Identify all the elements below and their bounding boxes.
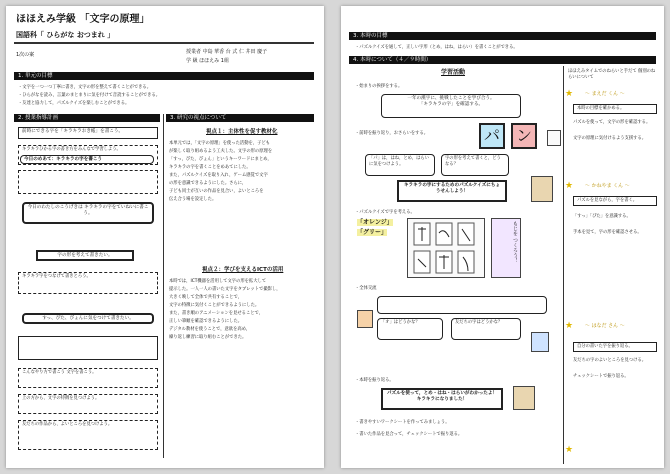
star-icon: ★	[565, 89, 574, 99]
teacher-illustration	[531, 176, 553, 202]
side-note: パズルを使って，文字の形を確認する。	[573, 120, 651, 125]
goal-item: ・文字を一つ一つ丁寧に書き，文字の形を整えて書くことができる。	[18, 85, 152, 90]
date-text: 1次の案	[16, 52, 35, 58]
viewpoint-text: 「すっ，ぴた，ぴょん」というキーワードにまとめ，	[169, 157, 272, 162]
right-page	[341, 6, 664, 468]
flow-note: 友だちの作品から、よいところを見つけよう。	[18, 420, 158, 450]
viewpoint-text: デジタル教材を使うことで，意欲を高め，	[169, 327, 251, 332]
kana-card: パ	[479, 123, 505, 149]
left-page	[6, 6, 324, 468]
student-icon	[357, 310, 373, 328]
side-note: 文字の原理に気付けるよう支援する。	[573, 136, 647, 141]
flow-box	[18, 336, 158, 360]
viewpoint-text: 正しい筆順を確認できるようにした。	[169, 319, 243, 324]
flow-box: 前時にできる字を「キラキラおき帳」を書こう。	[18, 127, 158, 139]
flow-note: キラキラ字をつなげて書きとろう。	[18, 272, 158, 294]
side-note: 友だちの字のよいところを見つける。	[573, 358, 647, 363]
goal-item: ・ひらがなを読み，言葉のまとまりに気を付けて音読することができる。	[18, 93, 161, 98]
puzzle-banner: キラキラの字にするためのパズルクイズにちょうせんしよう！	[397, 180, 507, 202]
kana-card: ン	[511, 123, 537, 149]
side-note: チェックシートで振り返る。	[573, 374, 629, 379]
step-text: ・書いた作品を見合って，チェックシートで振り返る。	[355, 432, 463, 437]
student-illustration	[547, 130, 561, 146]
step-text: ・全体交流	[355, 286, 377, 291]
goal-text: ・パズルクイズを通して，正しい字形（とめ，はね，はらい）を書くことができる。	[355, 45, 518, 50]
step-text: ・前時を振り返り，おさらいをする。	[355, 131, 429, 136]
puzzle-pieces-graphic	[408, 219, 484, 277]
side-note: 本時の目標を確かめる。	[573, 104, 657, 114]
speech-bubble: 「オ」はどうかな？	[377, 318, 443, 340]
flow-box: キラキラひかる字の書き方をみんなで学習しよう。	[18, 145, 158, 165]
intro-box: 一年の漢字に、挑戦したことを学び合う。 「キラキラの字」を確認する。	[381, 94, 521, 118]
viewpoint-text: が楽しく取り組めるよう工夫した。文字の形の原理を	[169, 149, 273, 154]
speech-bubble: 友だちの字はどうかな？	[451, 318, 521, 340]
teacher-row: 授業者 中島 華香 台 式 仁 井田 慶子	[186, 49, 268, 55]
puzzle-board	[407, 218, 485, 278]
discussion-note	[377, 296, 547, 314]
viewpoint-text: 伝え合う場を設定した。	[169, 197, 217, 202]
star-icon: ★	[565, 181, 574, 191]
side-note: パズルを見ながら，字を書く。	[573, 196, 657, 206]
side-section-title: 〜 はなだ さん 〜	[585, 323, 625, 329]
section-lesson-bar: 4. 本時について（４／９時間）	[349, 56, 656, 64]
flow-highlight: 今日のめあて：キラキラの字を書こう	[20, 155, 154, 164]
side-note: 手本を見て，字の形を確認させる。	[573, 230, 642, 235]
viewpoint-2-title: 視点２：学びを支えるICTの活用	[202, 267, 284, 273]
section-plan-bar: 2. 授業指導計画	[14, 114, 160, 122]
viewpoint-text: 本単元では，「文字の原理」を使った活動を，子ども	[169, 141, 270, 146]
flow-box: 字の形を考えて書きたい。	[36, 250, 134, 261]
teacher-illustration	[513, 386, 535, 410]
section-goal-bar: 3. 本時の目標	[349, 32, 656, 40]
activity-header: 学習活動	[441, 69, 466, 76]
quiz-card: もじを つくろう！	[491, 218, 521, 278]
side-note: 「すっ」「ぴた」を意識する。	[573, 214, 631, 219]
subject-line: 国語科「 ひらがな おつまれ 」	[16, 31, 115, 39]
side-section-title: 〜 かねやま くん 〜	[585, 183, 630, 189]
page-title: ほほえみ学級 「文字の原理」	[16, 14, 150, 25]
star-icon: ★	[565, 445, 574, 455]
viewpoint-text: 大きく映して全体で共有することで，	[169, 295, 242, 300]
section-goals-bar: 1. 単元の目標	[14, 72, 314, 80]
goal-item: ・友達と協力して，パズルクイズを楽しむことができる。	[18, 101, 130, 106]
viewpoint-text: 提示した。一人一人の書いた文字をタブレットで撮影し，	[169, 287, 281, 292]
flow-note	[18, 170, 158, 194]
viewpoint-text: 子ども同士が互いの作品を見合い，よいところを	[169, 189, 264, 194]
puzzle-word: 「オレンジ」	[357, 219, 393, 226]
viewpoint-text: の形を意識できるようにした。さらに，	[169, 181, 247, 186]
step-text: ・始まりの挨拶をする。	[355, 84, 403, 89]
viewpoint-text: 本時では，ICT機器を活用して文字の形を拡大して	[169, 279, 267, 284]
side-header: ほほえみタイムでのねらいと手だて 個別のねらいについて	[568, 69, 656, 80]
class-row: 学 級 ほほえみ 1組	[186, 58, 229, 64]
viewpoint-text: キラキラの字を書くことをめあてにした。	[169, 165, 251, 170]
viewpoint-text: また，書き順のアニメーションを見せることで，	[169, 311, 264, 316]
student-icon	[531, 332, 549, 352]
viewpoint-text: 文字の特徴に気付くことができるようにした。	[169, 303, 260, 308]
flow-key-box: 今日のわたしのこうげきは キラキラの字をていねいに書こう。	[22, 202, 154, 224]
side-section-title: 〜 まえだ くん 〜	[585, 91, 625, 97]
step-text: ・書きやすいワークシートを作ってみましょう。	[355, 420, 450, 425]
flow-note: こんなやり方で書こう 文字を書こう。	[18, 368, 158, 388]
viewpoint-1-title: 視点１：主体性を促す教材化	[206, 129, 278, 135]
speech-bubble: 「パ」は，はね，とめ，はらいに気をつけよう。	[365, 154, 435, 176]
viewpoint-text: また，パズルクイズを取り入れ，ゲーム感覚で文字	[169, 173, 268, 178]
viewpoint-text: 繰り返し練習に取り組むことができた。	[169, 335, 247, 340]
step-text: ・本時を振り返る。	[355, 378, 394, 383]
section-viewpoint-bar: 3. 研究の視点について	[166, 114, 314, 122]
step-text: ・パズルクイズで字を考える。	[355, 210, 415, 215]
side-note: 自分の書いた字を振り返る。	[573, 342, 657, 352]
flow-note: 上の方から、文字の特徴を見つけよう。	[18, 394, 158, 414]
puzzle-word: 「グリー」	[357, 229, 388, 236]
flow-key-box: すっ、ぴた、ぴょんに気をつけて書きたい。	[22, 313, 154, 324]
star-icon: ★	[565, 321, 574, 331]
speech-bubble: 字の形を考えて書くと，どうなる？	[441, 154, 509, 176]
closing-box: パズルを使って，とめ・はね・はらいがわかったよ！キラキラになりました！	[381, 388, 503, 410]
